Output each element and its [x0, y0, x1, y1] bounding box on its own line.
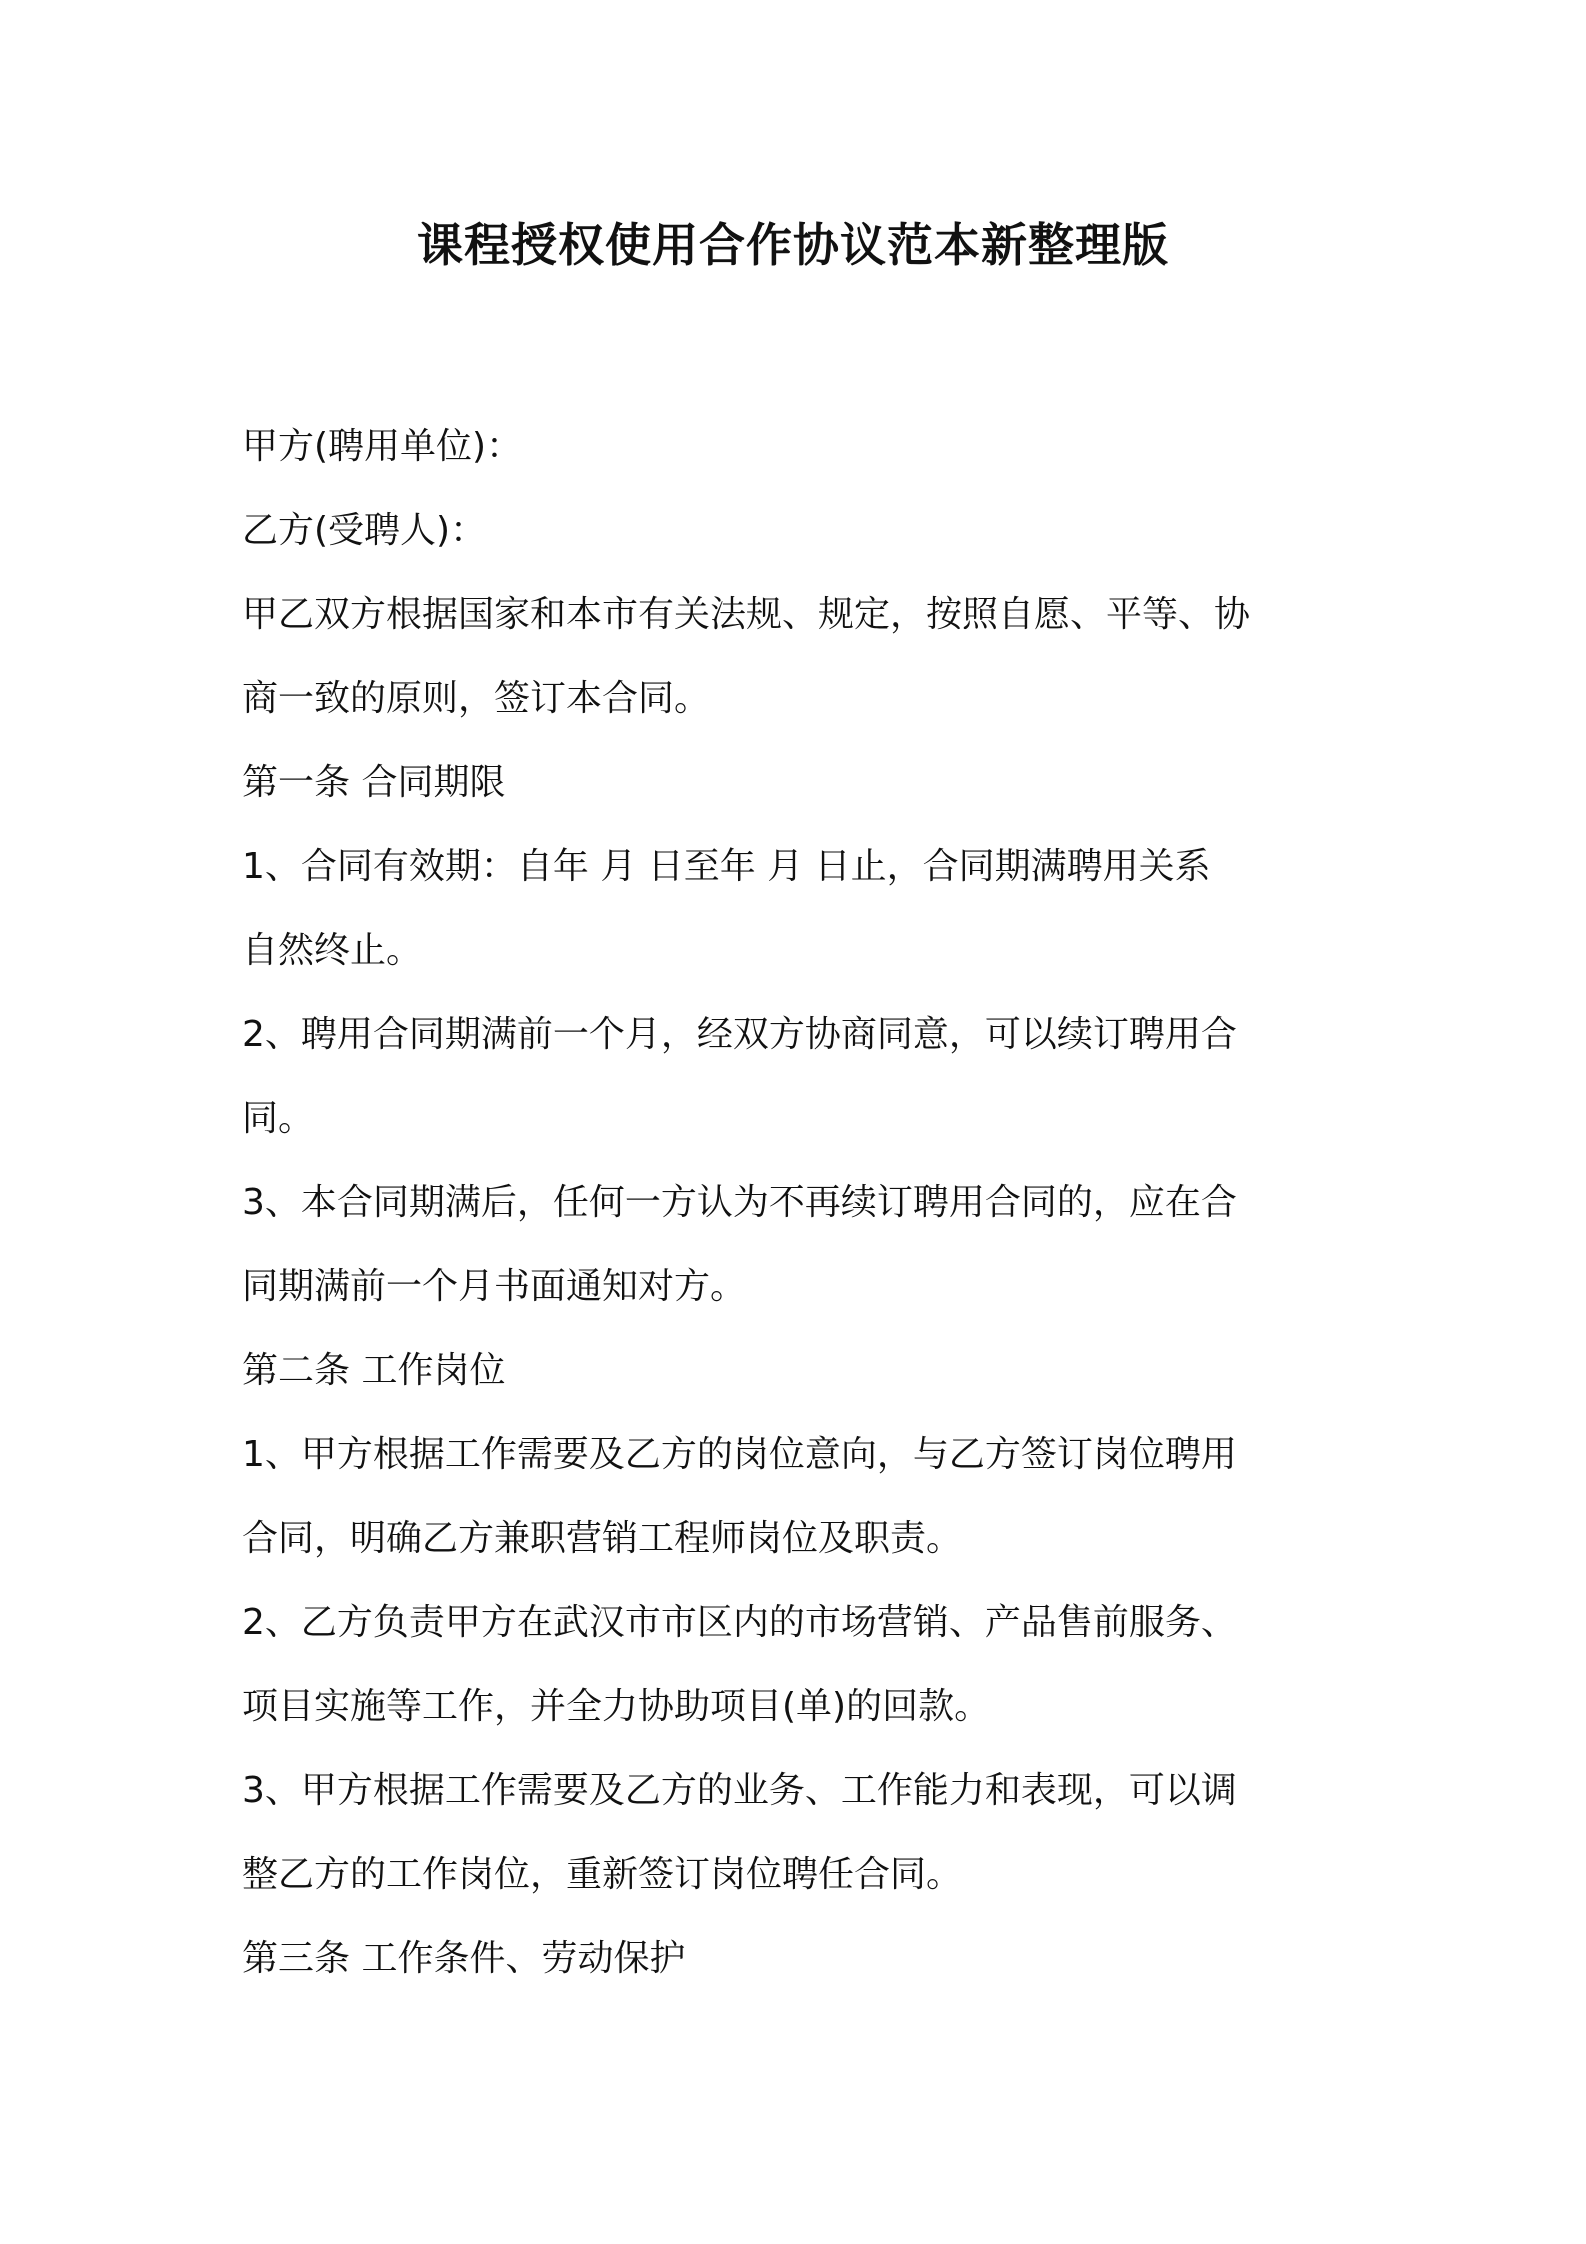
clause-line: 自然终止。 [242, 930, 423, 971]
clause-line: 同。 [242, 1098, 315, 1139]
article-heading: 第三条 工作条件、劳动保护 [242, 1938, 686, 1979]
clause-line: 2、乙方负责甲方在武汉市市区内的市场营销、产品售前服务、 [242, 1602, 1237, 1643]
clause-line: 同期满前一个月书面通知对方。 [242, 1266, 747, 1307]
clause-line: 项目实施等工作，并全力协助项目(单)的回款。 [242, 1686, 991, 1727]
document-body [242, 405, 1352, 2001]
party-a-line: 甲方(聘用单位)： [242, 426, 523, 467]
article-heading: 第一条 合同期限 [242, 762, 506, 803]
clause-line: 3、甲方根据工作需要及乙方的业务、工作能力和表现，可以调 [242, 1770, 1237, 1811]
clause-line: 整乙方的工作岗位，重新签订岗位聘任合同。 [242, 1854, 963, 1895]
clause-line: 合同，明确乙方兼职营销工程师岗位及职责。 [242, 1518, 963, 1559]
clause-line: 1、甲方根据工作需要及乙方的岗位意向，与乙方签订岗位聘用 [242, 1434, 1237, 1475]
clause-line: 1、合同有效期：自年 月 日至年 月 日止，合同期满聘用关系 [242, 846, 1211, 887]
preamble-line: 甲乙双方根据国家和本市有关法规、规定，按照自愿、平等、协 [242, 594, 1251, 635]
party-b-line: 乙方(受聘人)： [242, 510, 487, 551]
preamble-line: 商一致的原则，签订本合同。 [242, 678, 711, 719]
clause-line: 3、本合同期满后，任何一方认为不再续订聘用合同的，应在合 [242, 1182, 1237, 1223]
article-heading: 第二条 工作岗位 [242, 1350, 506, 1391]
clause-line: 2、聘用合同期满前一个月，经双方协商同意，可以续订聘用合 [242, 1014, 1237, 1055]
document-title: 课程授权使用合作协议范本新整理版 [417, 218, 1169, 272]
